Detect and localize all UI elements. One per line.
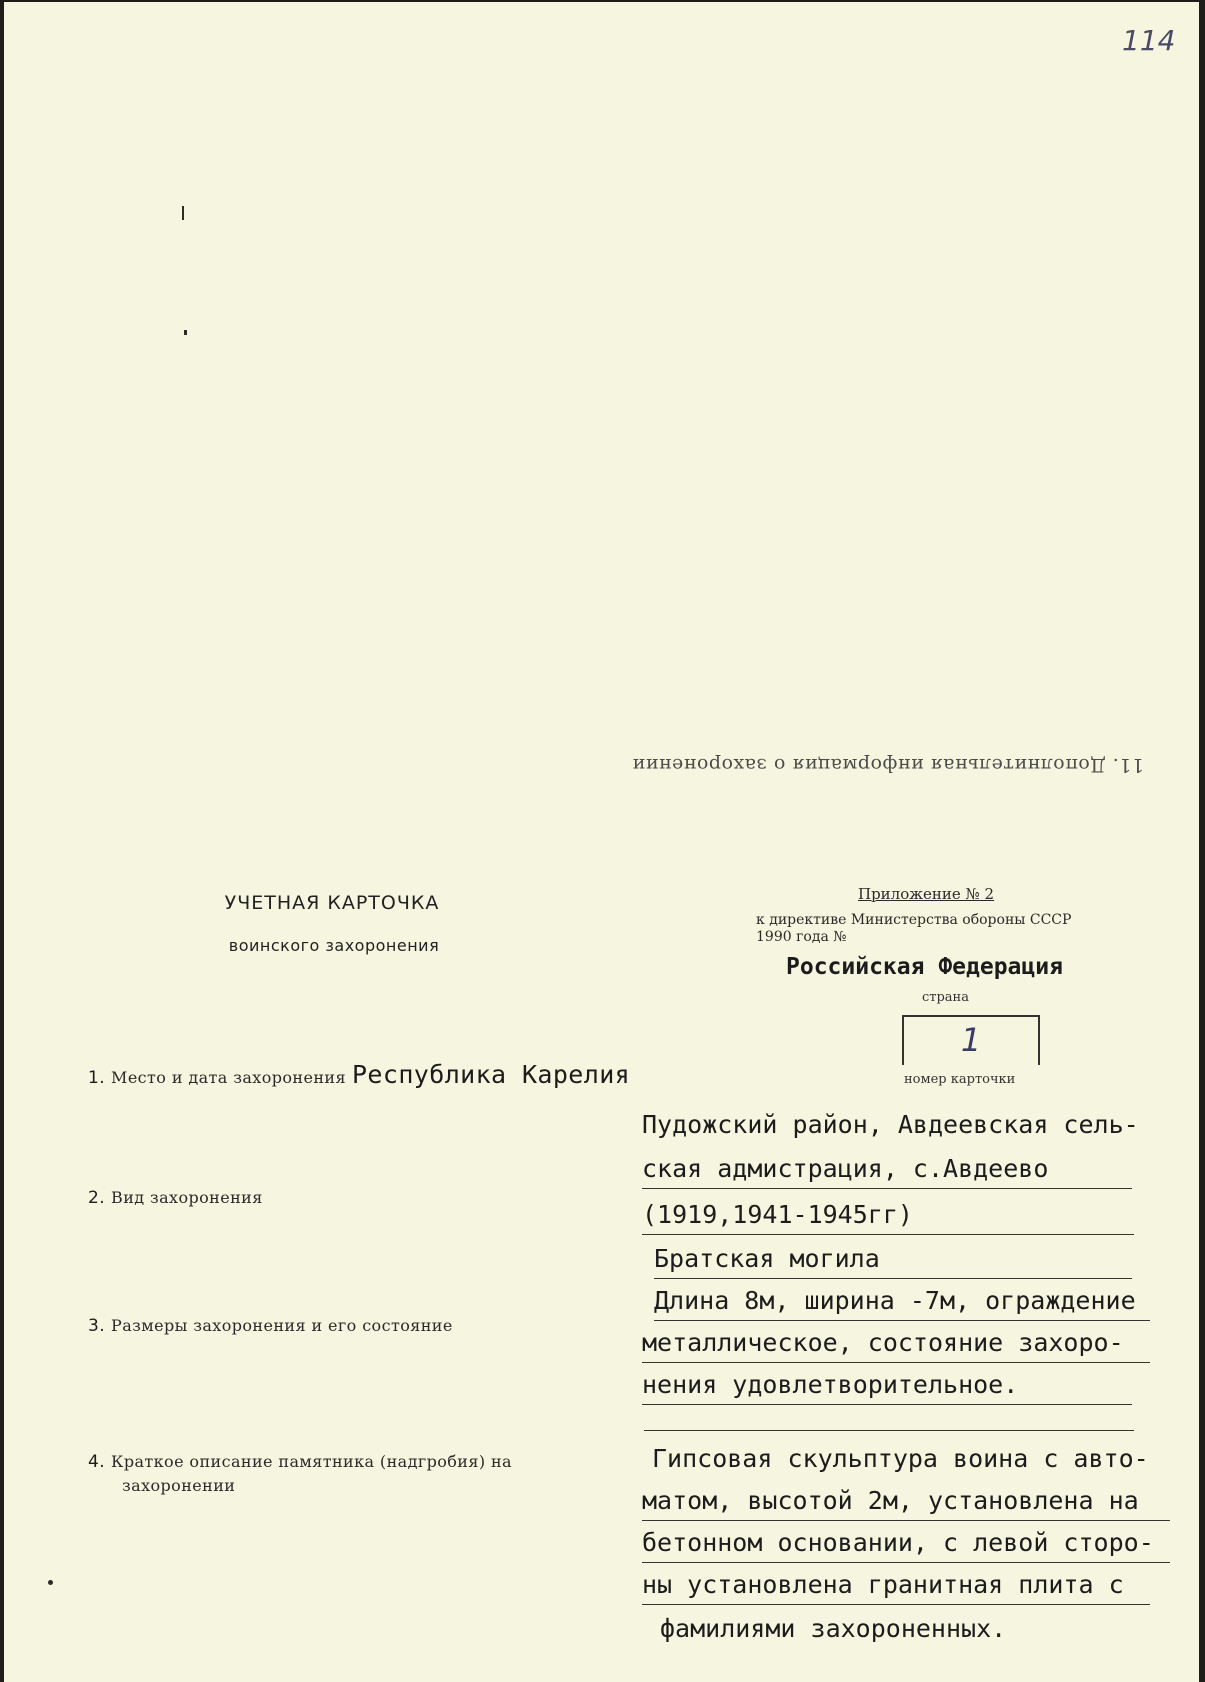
monument-line-text: матом, высотой 2м, установлена на	[642, 1486, 1139, 1515]
directive-line: 1990 года №	[756, 929, 847, 945]
monument-line-text: фамилиями захороненных.	[660, 1614, 1007, 1643]
place-line-text: ская адмистрация, с.Авдеево	[642, 1154, 1049, 1183]
blank-line	[644, 1430, 1134, 1431]
monument-line	[660, 1614, 1140, 1648]
type-line-text: Братская могила	[654, 1244, 880, 1273]
paper-speck	[182, 206, 184, 220]
size-line-text: Длина 8м, ширина -7м, ограждение	[654, 1286, 1136, 1315]
monument-line-text: бетонном основании, с левой сторо-	[642, 1528, 1154, 1557]
monument-line	[642, 1528, 1170, 1563]
size-line	[654, 1286, 1150, 1321]
place-line	[642, 1110, 1139, 1144]
size-line-text: нения удовлетворительное.	[642, 1370, 1019, 1399]
type-line	[654, 1244, 1132, 1279]
field-label-text: Краткое описание памятника (надгробия) на	[111, 1452, 513, 1471]
field-label-text: Размеры захоронения и его состояние	[111, 1316, 453, 1335]
field-label-text: Вид захоронения	[111, 1188, 263, 1207]
field-monument-label-cont: захоронении	[122, 1476, 236, 1495]
card-number-caption: номер карточки	[904, 1072, 1016, 1087]
directive-line: к директиве Министерства обороны СССР	[756, 912, 1072, 928]
field-monument-label	[88, 1452, 512, 1472]
field-number: 2.	[88, 1188, 106, 1208]
handwritten-page-number: 114	[1122, 24, 1176, 57]
country-caption: страна	[922, 990, 969, 1005]
place-line-text: Пудожский район, Авдеевская сель-	[642, 1110, 1139, 1139]
show-through-text: 11. Дополнительная информация о захоронении	[632, 754, 1144, 776]
monument-line	[652, 1444, 1172, 1478]
place-line-text: (1919,1941-1945гг)	[642, 1200, 913, 1229]
card-title: УЧЕТНАЯ КАРТОЧКА	[224, 892, 440, 914]
field-number: 3.	[88, 1316, 106, 1336]
field-place-label	[88, 1060, 630, 1089]
appendix-title: Приложение № 2	[858, 885, 995, 903]
card-number-value: 1	[960, 1021, 982, 1059]
size-line	[642, 1328, 1150, 1363]
field-type-label	[88, 1188, 263, 1208]
place-line	[642, 1154, 1132, 1189]
card-subtitle: воинского захоронения	[228, 936, 440, 955]
paper-speck	[184, 330, 187, 335]
paper-speck	[48, 1580, 53, 1585]
field-number: 1.	[88, 1068, 106, 1088]
size-line-text: металлическое, состояние захоро-	[642, 1328, 1124, 1357]
monument-line	[642, 1570, 1150, 1605]
field-number: 4.	[88, 1452, 106, 1472]
card-number-box	[902, 1015, 1040, 1065]
country-value: Российская Федерация	[786, 954, 1063, 980]
field-size-label	[88, 1316, 453, 1336]
monument-line-text: Гипсовая скульптура воина с авто-	[652, 1444, 1149, 1473]
field-label-text: Место и дата захоронения	[111, 1068, 346, 1087]
place-line	[642, 1200, 1134, 1235]
monument-line	[642, 1486, 1170, 1521]
place-inline-value: Республика Карелия	[351, 1060, 631, 1089]
monument-line-text: ны установлена гранитная плита с	[642, 1570, 1124, 1599]
size-line	[642, 1370, 1132, 1405]
document-page	[4, 2, 1199, 1682]
directive-reference	[756, 912, 1116, 946]
